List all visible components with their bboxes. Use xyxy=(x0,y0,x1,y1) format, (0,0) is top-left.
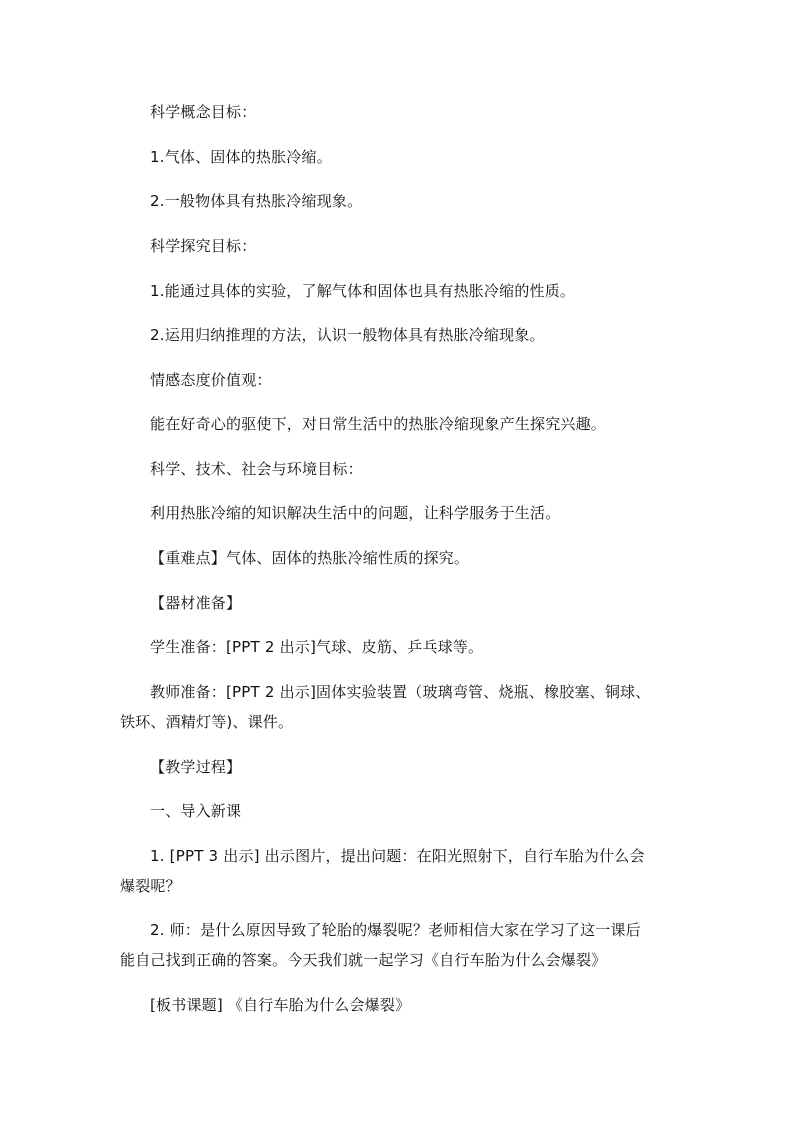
paragraph-line: 铁环、酒精灯等)、课件。 xyxy=(120,713,294,731)
paragraph-line: 能在好奇心的驱使下，对日常生活中的热胀冷缩现象产生探究兴趣。 xyxy=(150,415,607,433)
paragraph-line: [板书课题] 《自行车胎为什么会爆裂》 xyxy=(150,996,411,1014)
paragraph-line: 学生准备：[PPT 2 出示]气球、皮筋、乒乓球等。 xyxy=(150,638,484,656)
paragraph-line: 教师准备：[PPT 2 出示]固体实验装置（玻璃弯管、烧瓶、橡胶塞、铜球、 xyxy=(150,683,651,701)
paragraph-heading-sts: 科学、技术、社会与环境目标： xyxy=(150,460,363,478)
paragraph-line: 2.一般物体具有热胀冷缩现象。 xyxy=(150,192,363,210)
paragraph-line: 1.能通过具体的实验，了解气体和固体也具有热胀冷缩的性质。 xyxy=(150,282,576,300)
paragraph-line: 2. 师：是什么原因导致了轮胎的爆裂呢？老师相信大家在学习了这一课后 xyxy=(150,921,641,939)
paragraph-heading-intro: 一、导入新课 xyxy=(150,802,242,820)
paragraph-line: 爆裂呢？ xyxy=(120,877,181,895)
paragraph-line: 利用热胀冷缩的知识解决生活中的问题，让科学服务于生活。 xyxy=(150,504,561,522)
paragraph-key-points: 【重难点】气体、固体的热胀冷缩性质的探究。 xyxy=(150,549,470,567)
paragraph-heading-process: 【教学过程】 xyxy=(150,758,242,776)
paragraph-line: 2.运用归纳推理的方法，认识一般物体具有热胀冷缩现象。 xyxy=(150,326,545,344)
paragraph-heading-science-concept: 科学概念目标： xyxy=(150,103,257,121)
paragraph-heading-science-inquiry: 科学探究目标： xyxy=(150,237,257,255)
paragraph-line: 1.气体、固体的热胀冷缩。 xyxy=(150,148,332,166)
paragraph-line: 能自己找到正确的答案。今天我们就一起学习《自行车胎为什么会爆裂》 xyxy=(120,951,607,969)
paragraph-heading-attitude: 情感态度价值观： xyxy=(150,371,272,389)
paragraph-heading-materials: 【器材准备】 xyxy=(150,594,242,612)
paragraph-line: 1. [PPT 3 出示] 出示图片，提出问题：在阳光照射下，自行车胎为什么会 xyxy=(150,847,645,865)
